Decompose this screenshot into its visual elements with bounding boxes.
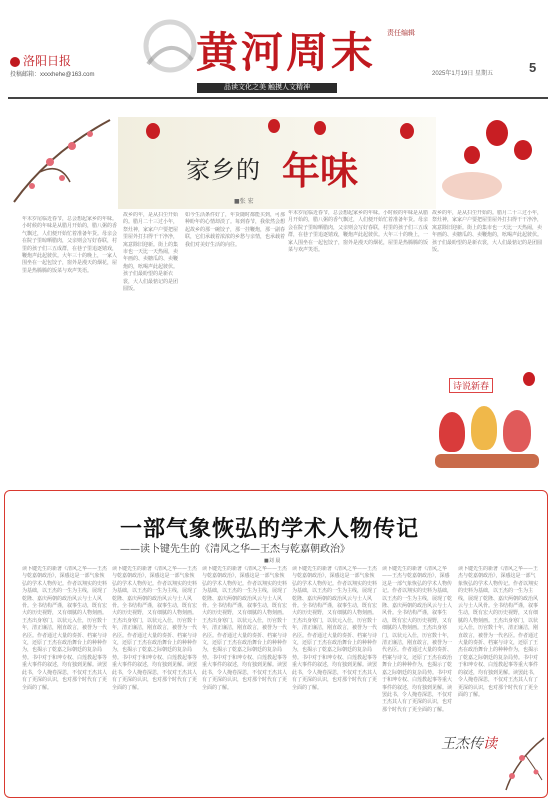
calligraphy-signature: 王杰传读 xyxy=(441,736,497,752)
lantern-icon xyxy=(400,123,414,139)
lantern-icon xyxy=(268,119,280,133)
plum-branch-decoration xyxy=(476,730,546,796)
book-review-subtitle: ——读卜键先生的《清风之华—王杰与乾嘉朝政治》 xyxy=(120,544,350,555)
submission-email: 投稿邮箱：xxxxhehe@163.com xyxy=(10,72,95,78)
feature-column: 年末岁尾临近春节，总会想起家乡的年味。小时候的年味是从腊月开始的，腊八粥的香气飘过，人们便开始忙着准备年货。母亲会在院子里晾晒腊肉，父亲则会写好春联，村里的孩子们三五成群，在巷子里追逐嬉戏，鞭炮声此起彼伏。大年三十的晚上，一家人围坐在一起包饺子，窗外是漫天的烟花，屋里是热腾腾的饭菜与欢声笑语。 xyxy=(22,216,118,274)
article-column: 读卜键先生的新著《清风之华——王杰与乾嘉朝政治》，深感这是一部气象恢弘的学术人物传记。作者以翔实的史料为基础，以王杰的一生为主线，展现了乾隆、嘉庆两朝的政治风云与士人风骨。全书结构严谨，叙事生动，既有宏大的历史视野，又有细腻的人物刻画。王杰出身寒门，以状元入仕，历官数十年，清正廉洁，刚直敢言，被誉为一代名臣。作者通过大量的奏折、档案与诗文，还原了王杰在政治舞台上的种种作为，也揭示了乾嘉之际朝廷的复杂局势。书中对于和珅专权、白莲教起事等重大事件的叙述，均有独到见解。读罢此书，令人掩卷深思，不仅对王杰其人有了更深的认识，也对那个时代有了更全面的了解。 xyxy=(382,566,453,713)
article-column: 读卜键先生的新著《清风之华——王杰与乾嘉朝政治》，深感这是一部气象恢弘的学术人物传记。作者以翔实的史料为基础，以王杰的一生为主线，展现了乾隆、嘉庆两朝的政治风云与士人风骨。全书结构严谨，叙事生动，既有宏大的历史视野，又有细腻的人物刻画。王杰出身寒门，以状元入仕，历官数十年，清正廉洁，刚直敢言，被誉为一代名臣。作者通过大量的奏折、档案与诗文，还原了王杰在政治舞台上的种种作为，也揭示了乾嘉之际朝廷的复杂局势。书中对于和珅专权、白莲教起事等重大事件的叙述，均有独到见解。读罢此书，令人掩卷深思，不仅对王杰其人有了更深的认识，也对那个时代有了更全面的了解。 xyxy=(292,566,378,691)
logo-icon xyxy=(10,57,20,67)
lantern-icon xyxy=(314,121,326,135)
lantern-icon xyxy=(486,120,508,146)
feature-column: 年末岁尾临近春节，总会想起家乡的年味。小时候的年味是从腊月开始的，腊八粥的香气飘过，人们便开始忙着准备年货。母亲会在院子里晾晒腊肉，父亲则会写好春联，村里的孩子们三五成群，在巷子里追逐嬉戏，鞭炮声此起彼伏。大年三十的晚上，一家人围坐在一起包饺子，窗外是漫天的烟花，屋里是热腾腾的饭菜与欢声笑语。 xyxy=(288,210,428,254)
plum-blossom-illustration xyxy=(10,112,120,208)
feature-column: 故乡的年，是从扫尘开始的。腊月二十三过小年，祭灶神，家家户户要把屋里屋外打扫得干干净净，寓意除旧迎新。街上的集市也一天比一天热闹，卖年画的、卖糖瓜的、卖鞭炮的，吆喝声此起彼伏。孩子们最盼望的是新衣裳，大人们最惦记的是团圆饭。 xyxy=(123,212,179,293)
lantern-icon xyxy=(514,140,532,160)
article-column: 读卜键先生的新著《清风之华——王杰与乾嘉朝政治》，深感这是一部气象恢弘的学术人物传记。作者以翔实的史料为基础，以王杰的一生为主线，展现了乾隆、嘉庆两朝的政治风云与士人风骨。全书结构严谨，叙事生动，既有宏大的历史视野，又有细腻的人物刻画。王杰出身寒门，以状元入仕，历官数十年，清正廉洁，刚直敢言，被誉为一代名臣。作者通过大量的奏折、档案与诗文，还原了王杰在政治舞台上的种种作为，也揭示了乾嘉之际朝廷的复杂局势。书中对于和珅专权、白莲教起事等重大事件的叙述，均有独到见解。读罢此书，令人掩卷深思，不仅对王杰其人有了更深的认识，也对那个时代有了更全面的了解。 xyxy=(202,566,288,691)
issue-date: 2025年1月19日 星期五 xyxy=(432,71,494,77)
page-title: 黄河周末 xyxy=(196,28,377,77)
masthead xyxy=(0,0,556,90)
newspaper-logo: 洛阳日报 xyxy=(10,52,71,69)
lantern-cluster-illustration xyxy=(436,112,548,208)
lantern-icon xyxy=(464,146,480,164)
article-column: 读卜键先生的新著《清风之华——王杰与乾嘉朝政治》，深感这是一部气象恢弘的学术人物传记。作者以翔实的史料为基础，以王杰的一生为主线，展现了乾隆、嘉庆两朝的政治风云与士人风骨。全书结构严谨，叙事生动，既有宏大的历史视野，又有细腻的人物刻画。王杰出身寒门，以状元入仕，历官数十年，清正廉洁，刚直敢言，被誉为一代名臣。作者通过大量的奏折、档案与诗文，还原了王杰在政治舞台上的种种作为，也揭示了乾嘉之际朝廷的复杂局势。书中对于和珅专权、白莲教起事等重大事件的叙述，均有独到见解。读罢此书，令人掩卷深思，不仅对王杰其人有了更深的认识，也对那个时代有了更全面的了解。 xyxy=(112,566,198,691)
book-review-title: 一部气象恢弘的学术人物传记 xyxy=(120,516,420,542)
feature-column: 故乡的年，是从扫尘开始的。腊月二十三过小年，祭灶神，家家户户要把屋里屋外打扫得干干净净，寓意除旧迎新。街上的集市也一天比一天热闹，卖年画的、卖糖瓜的、卖鞭炮的，吆喝声此起彼伏。孩子们最盼望的是新衣裳，大人们最惦记的是团圆饭。 xyxy=(432,210,542,254)
feature-title: 家乡的 xyxy=(186,156,261,184)
feature-column: 如今生活条件好了，年货随时都能买到，可那种盼年的心情却淡了。每到春节，我依然会想起故乡的那一碗饺子，那一挂鞭炮，那一副春联，它们承载着浓浓的乡愁与亲情，也承载着我们对美好生活的向往。 xyxy=(185,212,285,248)
article-column: 读卜键先生的新著《清风之华——王杰与乾嘉朝政治》，深感这是一部气象恢弘的学术人物传记。作者以翔实的史料为基础，以王杰的一生为主线，展现了乾隆、嘉庆两朝的政治风云与士人风骨。全书结构严谨，叙事生动，既有宏大的历史视野，又有细腻的人物刻画。王杰出身寒门，以状元入仕，历官数十年，清正廉洁，刚直敢言，被誉为一代名臣。作者通过大量的奏折、档案与诗文，还原了王杰在政治舞台上的种种作为，也揭示了乾嘉之际朝廷的复杂局势。书中对于和珅专权、白莲教起事等重大事件的叙述，均有独到见解。读罢此书，令人掩卷深思，不仅对王杰其人有了更深的认识，也对那个时代有了更全面的了解。 xyxy=(22,566,108,691)
lantern-icon xyxy=(146,123,160,139)
feature-title-accent: 年味 xyxy=(282,148,359,193)
article-column: 读卜键先生的新著《清风之华——王杰与乾嘉朝政治》，深感这是一部气象恢弘的学术人物传记。作者以翔实的史料为基础，以王杰的一生为主线，展现了乾隆、嘉庆两朝的政治风云与士人风骨。全书结构严谨，叙事生动，既有宏大的历史视野，又有细腻的人物刻画。王杰出身寒门，以状元入仕，历官数十年，清正廉洁，刚直敢言，被誉为一代名臣。作者通过大量的奏折、档案与诗文，还原了王杰在政治舞台上的种种作为，也揭示了乾嘉之际朝廷的复杂局势。书中对于和珅专权、白莲教起事等重大事件的叙述，均有独到见解。读罢此书，令人掩卷深思，不仅对王杰其人有了更深的认识，也对那个时代有了更全面的了解。 xyxy=(458,566,538,698)
feature-byline: ■张 宏 xyxy=(234,198,254,205)
page-number: 5 xyxy=(529,60,537,75)
editor-stamp: 责任编辑 xyxy=(387,29,415,37)
poem-tag: 诗说新春 xyxy=(449,378,493,393)
book-review-byline: ■刘 晨 xyxy=(264,558,281,564)
feature-banner xyxy=(118,117,436,209)
masthead-divider xyxy=(8,97,548,99)
slogan-bar: 品读文化之美 触摸人文精神 xyxy=(197,83,337,93)
ink-wash-ornament xyxy=(140,14,200,74)
